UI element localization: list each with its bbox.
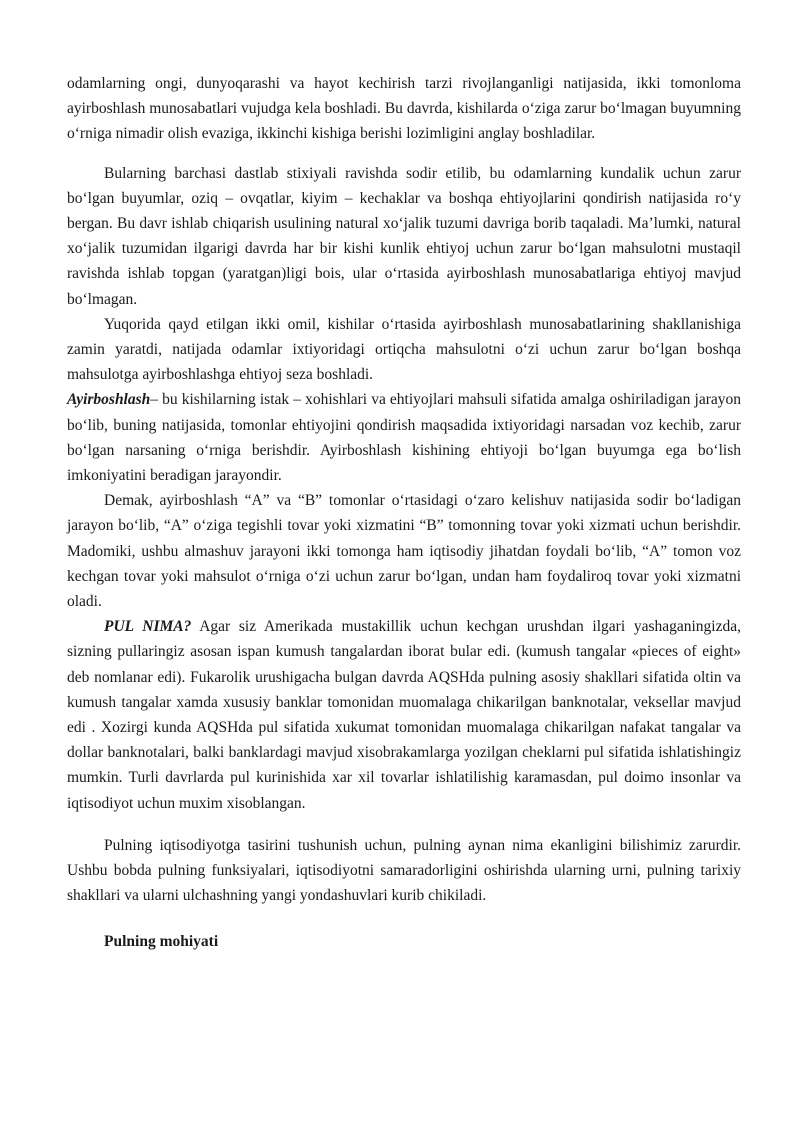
paragraph-4: [67, 387, 741, 488]
paragraph-2: Bularning barchasi dastlab stixiyali ravishda sodir etilib, bu odamlarning kundalik uchun zarur bo‘lgan buyumlar, oziq – ovqatlar, kiyim – kechaklar va boshqa ehtiyojlarini qondirish natijasida ro‘y bergan. Bu davr ishlab chiqarish usulining natural xo‘jalik tuzumi davriga borib taqaladi. Ma’lumki, natural xo‘jalik tuzumidan ilgarigi davrda har bir kishi kunlik ehtiyoj uchun zarur bo‘lgan mahsulotni mustaqil ravishda ishlab topgan (yaratgan)ligi bois, ular o‘rtasida ayirboshlash munosabatlariga ehtiyoj mavjud bo‘lmagan.: [67, 164, 741, 308]
document-page: [67, 71, 741, 954]
paragraph-1: odamlarning ongi, dunyoqarashi va hayot kechirish tarzi rivojlanganligi natijasida, ikki tomonloma ayirboshlash munosabatlari vujudga kela boshladi. Bu davrda, kishilarda o‘ziga zarur bo‘lmagan buyumning o‘rniga nimadir olish evaziga, ikkinchi kishiga berishi lozimligini anglay boshladilar.: [67, 75, 741, 143]
paragraph-5: Demak, ayirboshlash “A” va “B” tomonlar o‘rtasidagi o‘zaro kelishuv natijasida sodir bo‘ladigan jarayon bo‘lib, “A” o‘ziga tegishli tovar yoki xizmatini “B” tomonning tovar yoki xizmati uchun berishdir. Madomiki, ushbu almashuv jarayoni ikki tomonga ham iqtisodiy jihatdan foydali bo‘lib, “A” tomon voz kechgan tovar yoki mahsulot o‘rniga o‘zi uchun zarur bo‘lgan, undan ham foydaliroq tovar yoki xizmatni oladi.: [67, 492, 741, 611]
section-heading: Pulning mohiyati: [104, 932, 219, 950]
paragraph-3: Yuqorida qayd etilgan ikki omil, kishilar o‘rtasida ayirboshlash munosabatlarining shakllanishiga zamin yaratdi, natijada odamlar ixtiyoridagi ortiqcha mahsulotni o‘zi uchun zarur bo‘lgan boshqa mahsulotga ayirboshlashga ehtiyoj seza boshladi.: [67, 315, 741, 384]
paragraph-6-text: Agar siz Amerikada mustakillik uchun kechgan urushdan ilgari yashaganingizda, sizning pullaringiz asosan ispan kumush tangalardan iborat bular edi. (kumush tangalar «pieces of eight» deb nomlanar edi). Fukarolik urushigacha bulgan davrda AQSHda pulning asosiy shakllari sifatida oltin va kumush tangalar xamda xususiy banklar tomonidan muomalaga chikarilgan banknotalar, veksellar mavjud edi . Xozirgi kunda AQSHda pul sifatida xukumat tomonidan muomalaga chikarilgan nafakat tangalar va dollar banknotalari, balki banklardagi mavjud xisobrakamlarga yozilgan cheklarni pul sifatida ishlatishingiz mumkin. Turli davrlarda pul kurinishida xar xil tovarlar ishlatilishig karamasdan, pul doimo insonlar va iqtisodiyot uchun muxim xisoblangan.: [67, 618, 741, 812]
paragraph-6: [67, 614, 741, 816]
paragraph-7: Pulning iqtisodiyotga tasirini tushunish uchun, pulning aynan nima ekanligini bilishimiz zarurdir. Ushbu bobda pulning funksiyalari, iqtisodiyotni samaradorligini oshirishda ularning urni, pulning tarixiy shakllari va ularni ulchashning yangi yondashuvlari kurib chikiladi.: [67, 836, 741, 905]
term-ayirboshlash: Ayirboshlash: [67, 391, 151, 409]
term-pul-nima: PUL NIMA?: [104, 618, 192, 636]
paragraph-4-text: – bu kishilarning istak – xohishlari va ehtiyojlari mahsuli sifatida amalga oshiriladigan jarayon bo‘lib, buning natijasida, tomonlar ehtiyojini qondirish maqsadida ixtiyoridagi narsadan voz kechib, zarur bo‘lgan narsaning o‘rniga berishdir. Ayirboshlash kishining ehtiyoji bo‘lgan buyumga ega bo‘lish imkoniyatini beradigan jarayondir.: [67, 391, 741, 485]
